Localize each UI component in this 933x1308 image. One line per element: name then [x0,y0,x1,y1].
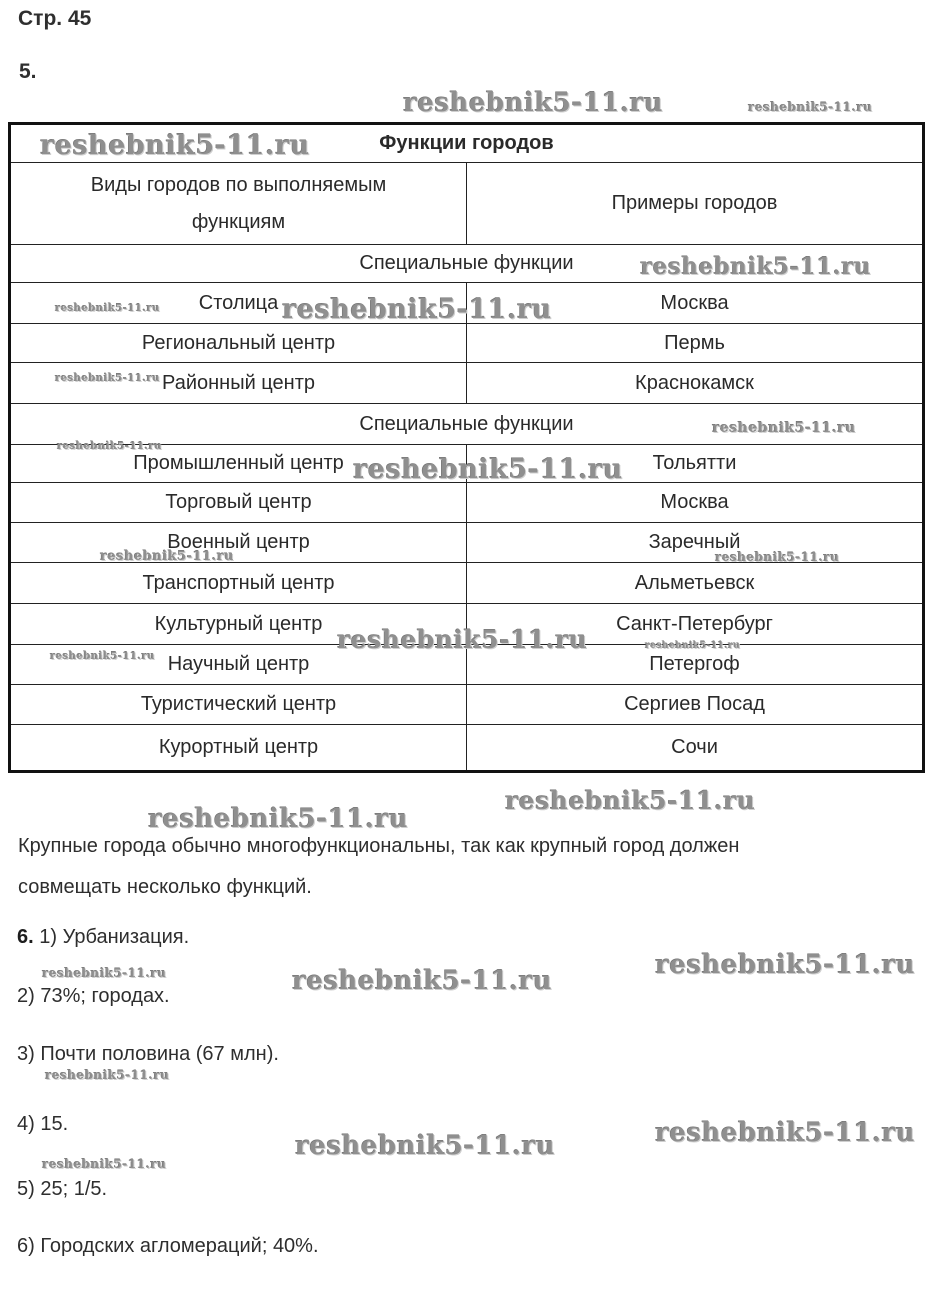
watermark: reshebnik5-11.ru [712,420,856,436]
column-header-city-types-line2: функциям [191,210,286,233]
watermark: reshebnik5-11.ru [55,303,160,314]
exercise-6-item-3 [17,1043,279,1066]
cell-city-type: Промышленный центр [10,445,467,483]
cell-city-example: Сочи [467,725,924,772]
section-label-2: Специальные функции [10,404,924,445]
watermark: reshebnik5-11.ru [55,373,160,384]
watermark: reshebnik5-11.ru [748,100,873,114]
page-number-label: Стр. 45 [18,7,92,30]
column-header-city-examples: Примеры городов [467,163,924,245]
watermark: reshebnik5-11.ru [57,441,162,452]
table-row [10,563,924,604]
watermark: reshebnik5-11.ru [655,950,916,980]
cell-city-example: Санкт-Петербург [467,604,924,645]
exercise-6-answer-3: 3) Почти половина (67 млн). [17,1043,279,1065]
section-label-1: Специальные функции [10,245,924,283]
watermark: reshebnik5-11.ru [50,651,155,662]
cell-city-example: Сергиев Посад [467,685,924,725]
exercise-6-answer-2: 2) 73%; городах. [17,985,170,1007]
exercise-6-answer-4: 4) 15. [17,1113,69,1135]
column-header-city-types-line1: Виды городов по выполняемым [90,173,387,196]
cell-city-type: Военный центр [10,523,467,563]
watermark: reshebnik5-11.ru [40,130,310,161]
table-row [10,725,924,772]
watermark: reshebnik5-11.ru [337,625,588,654]
exercise-6-answer-1: 1) Урбанизация. [39,926,190,948]
watermark: reshebnik5-11.ru [45,1068,170,1082]
exercise-6-item-4 [17,1113,68,1136]
watermark: reshebnik5-11.ru [42,1157,167,1171]
table-row [10,483,924,523]
exercise-6-item-2 [17,985,170,1008]
watermark: reshebnik5-11.ru [655,1118,916,1148]
watermark: reshebnik5-11.ru [353,454,623,485]
exercise-6-number: 6. [17,926,34,948]
cell-city-type: Районный центр [10,363,467,404]
cell-city-type: Туристический центр [10,685,467,725]
note-line-2: совмещать несколько функций. [18,876,312,898]
table-column-header-row [10,163,924,245]
table-row [10,324,924,363]
cell-city-type: Торговый центр [10,483,467,523]
exercise-6-item-6 [17,1235,319,1258]
cell-city-example: Альметьевск [467,563,924,604]
cell-city-type: Региональный центр [10,324,467,363]
cell-city-example: Москва [467,483,924,523]
note-paragraph [18,826,918,908]
exercise-6-item-1 [17,926,189,949]
cell-city-example: Петергоф [467,645,924,685]
watermark: reshebnik5-11.ru [292,966,553,996]
watermark: reshebnik5-11.ru [715,550,840,564]
exercise-6-answer-5: 5) 25; 1/5. [17,1178,108,1200]
exercise-5-number: 5. [19,60,37,83]
cell-city-example: Заречный [467,523,924,563]
cell-city-type: Транспортный центр [10,563,467,604]
watermark: reshebnik5-11.ru [640,253,871,280]
watermark: reshebnik5-11.ru [403,88,664,118]
cell-city-type: Столица [10,283,467,324]
exercise-6-item-5 [17,1178,107,1201]
cell-city-example: Пермь [467,324,924,363]
table-row [10,685,924,725]
column-header-city-types [10,163,467,245]
watermark: reshebnik5-11.ru [100,549,235,564]
cell-city-example: Тольятти [467,445,924,483]
watermark: reshebnik5-11.ru [295,1131,556,1161]
cell-city-type: Научный центр [10,645,467,685]
watermark: reshebnik5-11.ru [42,966,167,980]
cell-city-type: Культурный центр [10,604,467,645]
watermark: reshebnik5-11.ru [645,641,741,651]
table-title: Функции городов [10,124,924,163]
cell-city-type: Курортный центр [10,725,467,772]
watermark: reshebnik5-11.ru [282,294,552,325]
watermark: reshebnik5-11.ru [505,786,756,815]
exercise-6-answer-6: 6) Городских агломераций; 40%. [17,1235,319,1257]
cell-city-example: Краснокамск [467,363,924,404]
cell-city-example: Москва [467,283,924,324]
note-line-1: Крупные города обычно многофункциональны, так как крупный город должен [18,835,740,857]
watermark: reshebnik5-11.ru [148,804,409,834]
